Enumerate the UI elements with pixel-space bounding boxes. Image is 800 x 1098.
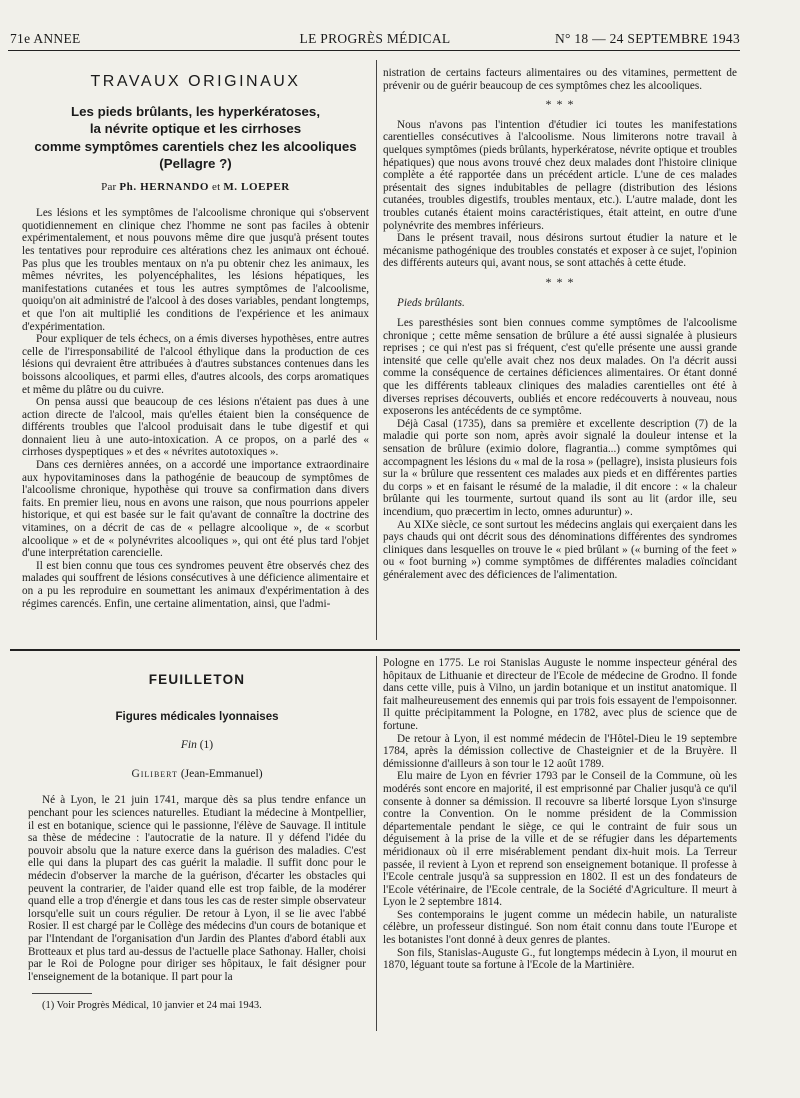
footnote: (1) Voir Progrès Médical, 10 janvier et 24 mai 1943. [42, 1000, 262, 1012]
journal-title: LE PROGRÈS MÉDICAL [299, 31, 451, 46]
feuilleton-heading: FEUILLETON [148, 672, 246, 687]
paragraph: Né à Lyon, le 21 juin 1741, marque dès sa plus tendre enfance un penchant pour les sciences naturelles. Etudiant la médecine à Montpellier, il est en botanique, science qui le passionne, l'élève de Sauvage. Il intitule sa thèse de médecine : l'autocratie de la nature. Il y défend l'idée du pouvoir absolu que la nature exerce dans la guérison des maladies. C'est elle qui dans la plupart des cas guérit la maladie. Il suffit donc pour le médecin d'observer la marche de la guérison, d'écarter les obstacles qui peuvent la contrarier, de l'aider quand elle est trop faible, de la modérer quand elle a trop d'énergie et dans tous les cas de rester simple observateur lorsqu'elle suit un cours régulier. De retour à Lyon, il se lie avec l'abbé Rosier. Il est chargé par le Collège des médecins d'un cours de botanique et par l'Intendant de l'organisation d'un Jardin des Plantes d'abord établi aux Brotteaux et plus tard au-dessus de l'actuelle place Sathonay. Haller, choisi par le Roi de Pologne pour diriger ses hôpitaux, le fait désigner pour l'enseignement de la botanique. Il part pour la [28, 794, 366, 983]
paragraph: On pensa aussi que beaucoup de ces lésions n'étaient pas dues à une action directe de l'alcool, mais qu'elles étaient bien la conséquence de différents troubles que l'alcool produisait dans le tube digestif et qui donnaient lieu à une auto-intoxication. A ce propos, on a parlé des « cirrhoses dyspeptiques » et des « névrites autotoxiques ». [22, 396, 369, 459]
paragraph: De retour à Lyon, il est nommé médecin de l'Hôtel-Dieu le 19 septembre 1784, après la démission collective de Chasteignier et de la Bruyère. Il démissionne d'ailleurs à son tour le 12 août 1789. [383, 732, 737, 770]
column-divider-top [376, 60, 377, 640]
authors-prefix: Par [101, 180, 117, 193]
subheading: Pieds brûlants. [397, 296, 465, 309]
author-name: Ph. HERNANDO [119, 180, 210, 193]
section-separator: * * * [545, 97, 575, 112]
paragraph: Elu maire de Lyon en février 1793 par le Conseil de la Commune, où les modérés sont encore en majorité, il est emprisonné par Chalier jusqu'à ce qu'il consente à donner sa démission. Il recouvre sa liberté lorsque Lyon s'insurge contre la Convention. On le nomme président de la Commission départementale pendant le siège, ce qui le contraint de fuir sous un déguisement à la prise de la ville et de se réfugier dans les départements méridionaux où il erre misérablement pendant dix-huit mois. La Terreur passée, il revient à Lyon et reprend son enseignement botanique. Il professe à l'Ecole centrale jusqu'à sa suppression en 1802. Il est un des fondateurs de l'Ecole vétérinaire, de l'Ecole centrale, de la Société d'Agriculture. Il meurt à Lyon le 2 septembre 1814. [383, 770, 737, 909]
footnote-rule [32, 993, 92, 994]
article-authors [22, 181, 369, 194]
feuilleton-title: Figures médicales lyonnaises [115, 710, 279, 723]
paragraph-continuation: nistration de certains facteurs alimentaires ou des vitamines, permettent de prévenir ou de guérir beaucoup de ces symptômes chez les alcooliques. [383, 67, 737, 92]
article-right-column [383, 67, 737, 582]
title-line: (Pellagre ?) [159, 156, 232, 172]
paragraph: Pour expliquer de tels échecs, on a émis diverses hypothèses, entre autres celle de l'irresponsabilité de l'alcool éthylique dans la production de ces lésions qui devraient être attribuées à d'autres substances contenues dans les boissons alcooliques, et parmi elles, d'autres alcools, des corps aromatiques et même du plâtre ou du cuivre. [22, 333, 369, 396]
article-left-column [22, 72, 369, 610]
paragraph: Nous n'avons pas l'intention d'étudier ici toutes les manifestations carentielles consécutives à l'alcoolisme. Nous limiterons notre travail à quelques symptômes (pieds brûlants, hyperkératose, névrite optique et troubles hépatiques) que nous avons trouvé chez deux malades dont l'histoire clinique complète a été rapportée dans un précédent article. L'une de ces malades présentait des signes indubitables de pellagre (distribution des lésions cutanées, troubles digestifs, troubles mentaux, etc.). L'autre malade, dont les troubles cutanés étaient moins caractéristiques, était atteint, en outre d'une polynévrite des membres inférieurs. [383, 118, 737, 232]
paragraph: Il est bien connu que tous ces syndromes peuvent être observés chez des malades qui souffrent de lésions consécutives à une déficience alimentaire et on a pu les reproduire en soumettant les animaux d'expérimentation à des régimes carencés. Enfin, une certaine alimentation, ainsi, que l'admi- [22, 559, 369, 610]
feuilleton-rule [10, 649, 740, 651]
paragraph: Dans ces dernières années, on a accordé une importance extraordinaire aux hypovitaminoses dans la pathogénie de beaucoup de symptômes de l'alcoolisme chronique, hypothèse qui trouve sa confirmation dans divers faits. En premier lieu, nous en avons une raison, que nous pourrions appeler historique, et qui est basée sur le fait qu'avant de connaître la doctrine des vitamines, on a décrit de cas de « pellagre alcoolique », de « scorbut alcoolique » et de « polynévrites alcooliques », qui ont été plus tard l'objet d'une interprétation carencielle. [22, 459, 369, 560]
paragraph: Au XIXe siècle, ce sont surtout les médecins anglais qui exerçaient dans les pays chauds qui ont décrit sous des dénominations différentes des syndromes cliniques dans lesquelles on trouve le « pied brûlant » (« burning of the feet » ou « foot burning ») comme symptômes de différentes maladies coïncidant généralement avec des déficiences de l'alimentation. [383, 518, 737, 581]
header-rule [8, 50, 740, 51]
paragraph: Ses contemporains le jugent comme un médecin habile, un naturaliste célèbre, un professeur distingué. Son nom était connu dans toute l'Europe et les botanistes l'ont donné à deux genres de plantes. [383, 908, 737, 947]
subject-name [28, 768, 366, 781]
authors-join: et [212, 180, 221, 193]
fin-text: Fin [180, 739, 197, 752]
subject-given-name: (Jean-Emmanuel) [180, 767, 263, 780]
title-line: Les pieds brûlants, les hyperkératoses, [70, 103, 321, 119]
author-name: M. LOEPER [223, 180, 290, 193]
paragraph: Son fils, Stanislas-Auguste G., fut longtemps médecin à Lyon, il mourut en 1870, léguant toute sa fortune à l'Ecole de la Martinière. [383, 946, 737, 972]
article-title [22, 103, 369, 173]
title-line: la névrite optique et les cirrhoses [89, 121, 302, 137]
paragraph: Déjà Casal (1735), dans sa première et excellente description (7) de la maladie qui porte son nom, après avoir signalé la douleur intense et la sensation de brûlure (eximio dolore, flagrantia...) comme symptômes qui accompagnent les lésions du « mal de la rosa » (pellagre), insista plusieurs fois sur la « brûlure que ressentent ces malades aux pieds et en différentes parties du corps » et en faisant le résumé de la maladie, il dit encore : « la chaleur brûlante qui les tourmente, surtout quand ils sont au lit (ardor ille, seu incendium, quo præcertim in lecto, omnes aduruntur) ». [383, 417, 737, 518]
feuilleton-left-column [28, 668, 366, 1013]
title-line: comme symptômes carentiels chez les alcooliques [34, 138, 357, 154]
paragraph: Dans le présent travail, nous désirons surtout étudier la nature et le mécanisme pathogénique des troubles constatés et exposer à ce sujet, l'opinion des différents auteurs qui, avant nous, se sont attachés à cette étude. [383, 232, 737, 270]
section-heading: TRAVAUX ORIGINAUX [90, 73, 301, 90]
column-divider-bottom [376, 656, 377, 1031]
subject-surname: Gilibert [131, 767, 178, 780]
volume-label: 71e ANNEE [10, 31, 81, 46]
fin-label [28, 739, 366, 752]
paragraph-continuation: Pologne en 1775. Le roi Stanislas Auguste le nomme inspecteur général des hôpitaux de Lithuanie et directeur de l'Ecole de médecine de Grodno. Il fonde dans cette ville, puis à Vilno, un jardin botanique et un institut anatomique. Il fait malheureusement des ennemis qui par trois fois essayent de l'empoisonner. Il quitte précipitamment la Pologne, en 1782, avec plus de science que de fortune. [383, 657, 737, 732]
section-separator: * * * [545, 274, 575, 289]
paragraph: Les lésions et les symptômes de l'alcoolisme chronique qui s'observent quotidiennement en clinique chez l'homme ne sont pas faciles à obtenir expérimentalement, et nous pouvons même dire que jusqu'à présent toutes les tentatives pour reproduire ces altérations chez les animaux ont échoué. Pas plus que les troubles mentaux on n'a pu obtenir chez les animaux, les mêmes névrites, les polyencéphalites, les lésions hépatiques, les manifestations cutanées et tous les autres symptômes de l'alcoolisme, quoiqu'on ait administré de l'alcool à des doses variables, pendant longtemps, et que l'on ait multiplié les conditions de l'expérience et les animaux d'expérimentation. [22, 207, 369, 333]
issue-date: N° 18 — 24 SEPTEMBRE 1943 [554, 31, 740, 46]
paragraph: Les paresthésies sont bien connues comme symptômes de l'alcoolisme chronique ; cette même sensation de brûlure a été aussi signalée à plusieurs reprises ; ce qui n'est pas si fréquent, c'est qu'elle présente une aussi grande intensité que celle qu'elle avait chez nos deux malades. On l'a décrit aussi comme la conséquence de certaines déficiences alimentaires. Or étant donné que les différents tableaux cliniques des maladies carentielles ont été à diverses reprises découverts, oubliés et encore redécouverts à nouveau, nous exposerons les antécédents de ce symptôme. [383, 317, 737, 418]
fin-ref: (1) [199, 739, 214, 752]
feuilleton-right-column [383, 657, 737, 972]
page-header [10, 31, 740, 51]
